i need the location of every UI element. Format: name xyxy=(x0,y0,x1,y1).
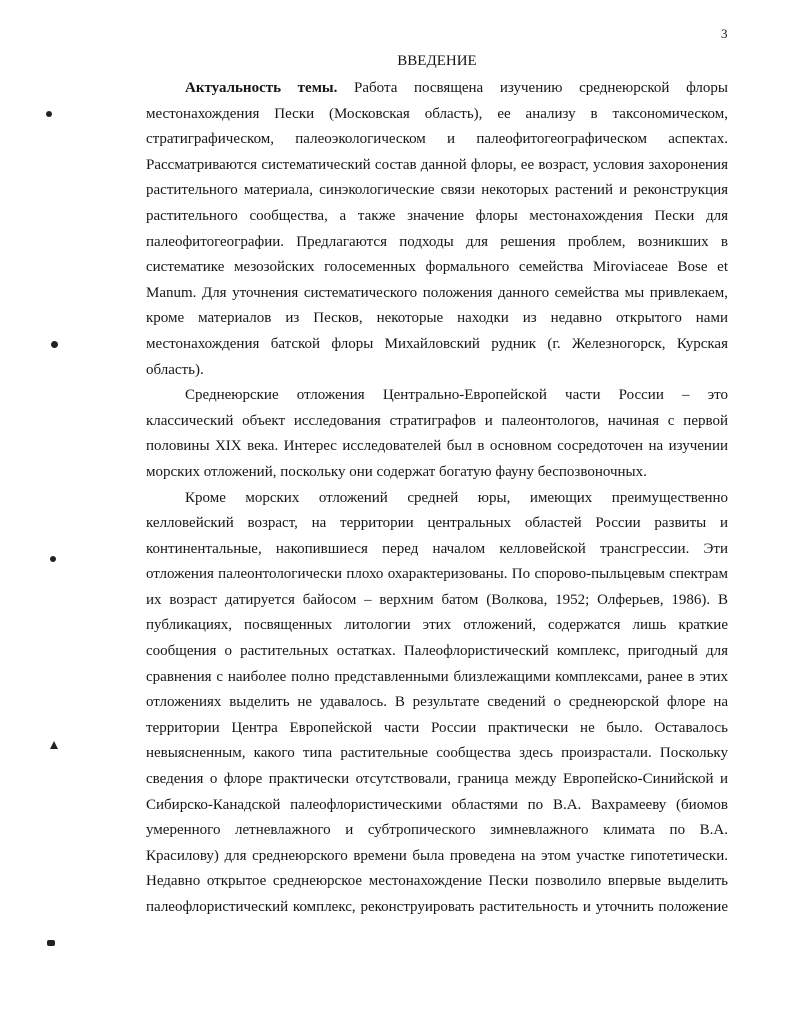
text-line: Красилову) для среднеюрского времени была проведена на этом участке гипотетически. xyxy=(146,847,728,864)
text-line: местонахождения Пески (Московская область), ее анализу в таксономическом, xyxy=(146,105,728,122)
text-line: келловейский возраст, на территории центральных областей России развиты и xyxy=(146,515,728,532)
text-line: морских отложений, поскольку они содержат богатую фауну беспозвоночных. xyxy=(146,463,647,480)
text-line: Manum. Для уточнения систематического положения данного семейства мы привлекаем, xyxy=(146,284,728,301)
text-line: отложения палеонтологически плохо охарактеризованы. По спорово-пыльцевым спектрам xyxy=(146,566,728,583)
text-line: кроме материалов из Песков, некоторые находки из недавно открытого нами xyxy=(146,310,728,327)
text-line: местонахождения батской флоры Михайловский рудник (г. Железногорск, Курская xyxy=(146,335,728,352)
text-line: палеофитогеографии. Предлагаются подходы для решения проблем, возникших в xyxy=(146,233,728,250)
text-line: Актуальность темы. Работа посвящена изучению среднеюрской флоры xyxy=(185,80,728,96)
text-line: систематике мезозойских голосеменных формального семейства Miroviaceae Bose et xyxy=(146,259,728,276)
body-text xyxy=(146,76,728,921)
text-line: отложениях выделить не удавалось. В результате сведений о среднеюрской флоре на xyxy=(146,694,728,711)
text-line: растительного материала, синэкологические связи некоторых растений и реконструкция xyxy=(146,182,728,199)
text-line: континентальные, накопившиеся перед началом келловейской трансгрессии. Эти xyxy=(146,540,728,557)
text-line: умеренного летневлажного и субтропического зимневлажного климата по В.А. xyxy=(146,822,728,839)
text-line: растительного сообщества, а также значение флоры местонахождения Пески для xyxy=(146,207,728,224)
text-line: Среднеюрские отложения Центрально-Европейской части России – это xyxy=(185,387,728,404)
text-line: сообщения о растительных остатках. Палеофлористический комплекс, пригодный для xyxy=(146,643,728,660)
text-line: невыясненным, какого типа растительные сообщества здесь произрастали. Поскольку xyxy=(146,745,728,762)
punch-hole-mark xyxy=(50,741,58,749)
text-line: территории Центра Европейской части России практически не было. Оставалось xyxy=(146,719,728,736)
section-heading: ВВЕДЕНИЕ xyxy=(397,53,477,69)
text-line: классический объект исследования стратиграфов и палеонтологов, начиная с первой xyxy=(146,412,728,429)
lead-phrase: Актуальность темы. xyxy=(185,80,338,96)
page-number: 3 xyxy=(721,26,728,41)
text-line: область). xyxy=(146,361,204,378)
text-line: сведения о флоре практически отсутствовали, граница между Европейско-Синийской и xyxy=(146,771,728,788)
punch-hole-mark xyxy=(46,111,52,117)
text-line: палеофлористический комплекс, реконструировать растительность и уточнить положение xyxy=(146,899,728,915)
punch-hole-mark xyxy=(50,556,56,562)
text-line: Недавно открытое среднеюрское местонахождение Пески позволило впервые выделить xyxy=(146,873,728,890)
text-line: стратиграфическом, палеоэкологическом и палеофитогеографическом аспектах. xyxy=(146,131,728,148)
punch-hole-mark xyxy=(51,341,58,348)
text-line: сравнения с наиболее полно представленными близлежащими комплексами, ранее в этих xyxy=(146,668,728,685)
punch-hole-mark xyxy=(47,940,55,946)
text-line: Кроме морских отложений средней юры, имеющих преимущественно xyxy=(185,489,728,506)
text-line: публикациях, посвященных литологии этих отложений, содержатся лишь краткие xyxy=(146,617,728,634)
text-line: их возраст датируется байосом – верхним батом (Волкова, 1952; Олферьев, 1986). В xyxy=(146,591,728,608)
text-line: Сибирско-Канадской палеофлористическими областями по В.А. Вахрамееву (биомов xyxy=(146,796,728,813)
text-line: половины XIX века. Интерес исследователей был в основном сосредоточен на изучении xyxy=(146,438,728,455)
text-line: Рассматриваются систематический состав данной флоры, ее возраст, условия захоронения xyxy=(146,156,728,173)
